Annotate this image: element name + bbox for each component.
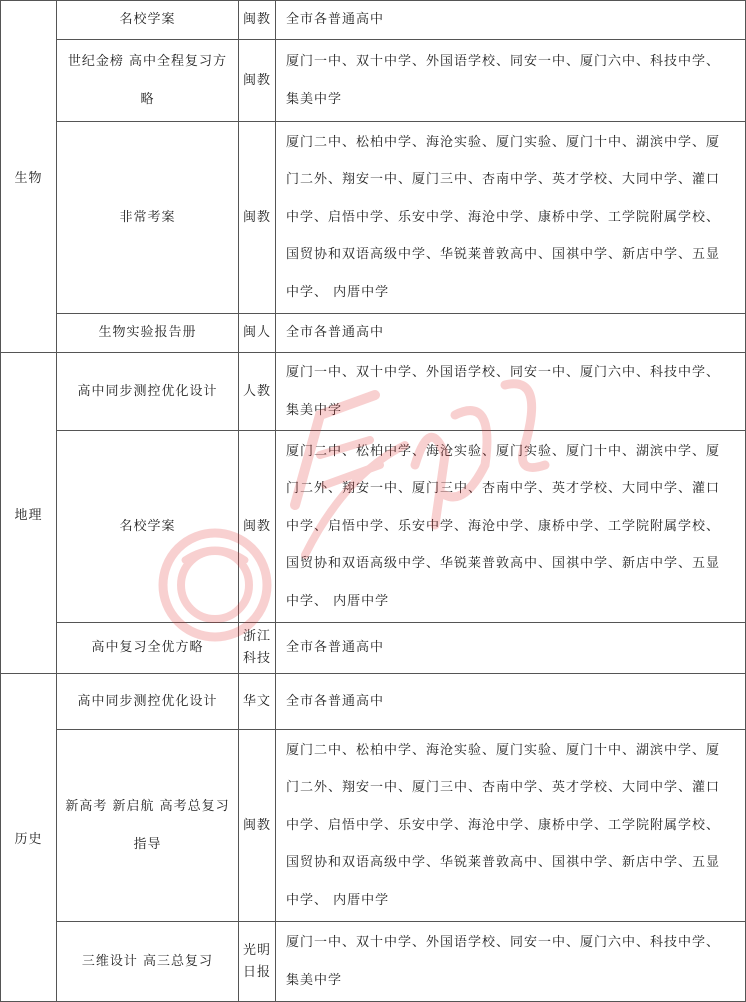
table-row xyxy=(1,314,746,353)
book-title-cell: 名校学案 xyxy=(57,1,239,40)
book-title-cell: 高中同步测控优化设计 xyxy=(57,674,239,730)
subject-cell: 地理 xyxy=(1,353,57,674)
table-row xyxy=(1,674,746,730)
book-title-cell: 名校学案 xyxy=(57,431,239,623)
subject-cell: 生物 xyxy=(1,1,57,353)
publisher-cell: 闽教 xyxy=(239,40,276,122)
book-title-cell: 三维设计 高三总复习 xyxy=(57,922,239,1002)
table-row xyxy=(1,623,746,674)
table-row xyxy=(1,122,746,314)
publisher-cell: 闽教 xyxy=(239,730,276,922)
book-title-cell: 生物实验报告册 xyxy=(57,314,239,353)
schools-cell: 厦门一中、双十中学、外国语学校、同安一中、厦门六中、科技中学、集美中学 xyxy=(276,40,746,122)
schools-cell: 厦门二中、松柏中学、海沧实验、厦门实验、厦门十中、湖滨中学、厦门二外、翔安一中、厦门三中、杏南中学、英才学校、大同中学、灌口中学、启悟中学、乐安中学、海沧中学、康桥中学、工学院附属学校、国贸协和双语高级中学、华锐莱普敦高中、国祺中学、新店中学、五显中学、 内厝中学 xyxy=(276,122,746,314)
schools-cell: 全市各普通高中 xyxy=(276,674,746,730)
publisher-cell: 人教 xyxy=(239,353,276,431)
publisher-cell: 光明日报 xyxy=(239,922,276,1002)
schools-cell: 全市各普通高中 xyxy=(276,314,746,353)
publisher-cell: 闽教 xyxy=(239,1,276,40)
table-row xyxy=(1,431,746,623)
table-row xyxy=(1,922,746,1002)
schools-cell: 全市各普通高中 xyxy=(276,1,746,40)
book-title-cell: 非常考案 xyxy=(57,122,239,314)
book-title-cell: 高中同步测控优化设计 xyxy=(57,353,239,431)
table-row xyxy=(1,1,746,40)
schools-cell: 厦门一中、双十中学、外国语学校、同安一中、厦门六中、科技中学、集美中学 xyxy=(276,922,746,1002)
publisher-cell: 闽教 xyxy=(239,122,276,314)
schools-cell: 全市各普通高中 xyxy=(276,623,746,674)
schools-cell: 厦门一中、双十中学、外国语学校、同安一中、厦门六中、科技中学、集美中学 xyxy=(276,353,746,431)
schools-cell: 厦门二中、松柏中学、海沧实验、厦门实验、厦门十中、湖滨中学、厦门二外、翔安一中、厦门三中、杏南中学、英才学校、大同中学、灌口中学、启悟中学、乐安中学、海沧中学、康桥中学、工学院附属学校、国贸协和双语高级中学、华锐莱普敦高中、国祺中学、新店中学、五显中学、 内厝中学 xyxy=(276,730,746,922)
schools-cell: 厦门二中、松柏中学、海沧实验、厦门实验、厦门十中、湖滨中学、厦门二外、翔安一中、厦门三中、杏南中学、英才学校、大同中学、灌口中学、启悟中学、乐安中学、海沧中学、康桥中学、工学院附属学校、国贸协和双语高级中学、华锐莱普敦高中、国祺中学、新店中学、五显中学、 内厝中学 xyxy=(276,431,746,623)
book-title-cell: 高中复习全优方略 xyxy=(57,623,239,674)
publisher-cell: 闽人 xyxy=(239,314,276,353)
subject-cell: 历史 xyxy=(1,674,57,1002)
book-title-cell: 世纪金榜 高中全程复习方略 xyxy=(57,40,239,122)
publisher-cell: 浙江科技 xyxy=(239,623,276,674)
publisher-cell: 华文 xyxy=(239,674,276,730)
table-row xyxy=(1,730,746,922)
publisher-cell: 闽教 xyxy=(239,431,276,623)
table-row xyxy=(1,40,746,122)
book-title-cell: 新高考 新启航 高考总复习指导 xyxy=(57,730,239,922)
table-row xyxy=(1,353,746,431)
